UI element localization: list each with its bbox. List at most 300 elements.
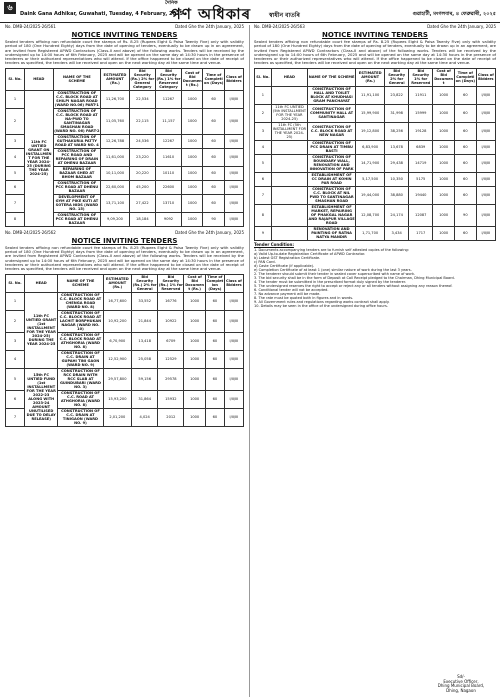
table-row (255, 122, 496, 140)
signature-line: Sd/- (457, 673, 465, 679)
cell-value: 6,70,900 (103, 332, 132, 350)
table-body (6, 292, 244, 426)
cell-value: 1000 (184, 390, 205, 408)
column-header: Sl. No. (6, 68, 25, 90)
cell-value: 1000 (433, 226, 455, 240)
notice-2 (5, 231, 244, 427)
cell-sl-no: 2 (6, 108, 25, 134)
cell-sl-no: 5 (6, 166, 25, 180)
cell-value: 24,536 (129, 134, 155, 148)
cell-value: 10110 (155, 166, 181, 180)
cell-value: 1000 (433, 122, 455, 140)
cell-value: 9,09,200 (101, 212, 130, 226)
cell-scheme-name: CONSTRUCTION OF PCC ROAD AT DHENU BAZAAR (53, 212, 101, 226)
cell-sl-no: 6 (6, 180, 25, 194)
signature-block (426, 675, 496, 694)
condition-item: 10. Details may be seen in the office of the undersigned during office hours. (254, 304, 388, 309)
cell-value: 19440 (409, 186, 433, 204)
cell-scheme-name: RENOVATION AND PAINTING OF RATNA NATYA MANDIR (308, 226, 356, 240)
cell-sl-no: 4 (6, 148, 25, 166)
cell-value: 18,184 (129, 212, 155, 226)
condition-item: c) PAN Card. (254, 260, 276, 265)
notice-ref-line (5, 231, 244, 236)
cell-value: 60 (454, 122, 476, 140)
signature-line: Dhing, Nagaon (446, 688, 476, 694)
cell-value: 1000 (182, 166, 203, 180)
cell-value: 1717 (409, 226, 433, 240)
cell-value: 29,438 (385, 154, 409, 172)
cell-value: 8 (255, 204, 272, 226)
cell-value: 16,77,600 (103, 292, 132, 310)
notice-ref: No. DMB-24/2025-26/562 (5, 229, 56, 235)
cell-value: I/II/III (224, 108, 243, 134)
cell-value: 60 (454, 186, 476, 204)
cell-value: I/II/III (476, 122, 495, 140)
cell-value: I/II/III (224, 310, 243, 332)
cell-value: 9 (255, 226, 272, 240)
cell-value: 4 (255, 140, 272, 154)
cell-value: I/II/III (224, 90, 243, 108)
cell-value: 10,92,200 (103, 310, 132, 332)
notice-intro: Sealed tenders affixing non refundable court fee stamps of Rs. 8.25 (Rupees Eight & Paisa Twenty Five) only with validity period of 180 (One Hundred Eighty) days from the date of opening of tenders, eventually to be drawn up in an agreement, are invited from Registered APWD Contractors (Class-II and above) of the following works. Tenders will be received by the undersigned up to 14:00 hours of 6th February, 2025 and will be opened on the same day at 14:30 hours in the presence of tenderers or their authorized representatives who will attend. If the office happened to be closed on the date of receipt of tenders as specified, the tenders will be received and open on the next working day at the same time and venue. (254, 39, 496, 66)
cell-value: 90 (454, 204, 476, 226)
notice-title: NOTICE INVITING TENDERS (322, 31, 428, 39)
cell-value: 15999 (409, 104, 433, 122)
cell-scheme-name: CONSTRUCTION OF C.C. ROAD AT ATHGHORIA (WARD NO. 8) (58, 390, 103, 408)
table-row (255, 140, 496, 154)
cell-value: 3,434 (385, 226, 409, 240)
cell-value: 90 (203, 212, 224, 226)
column-header: Bid Security 2% for General (385, 68, 409, 86)
cell-sl-no: 2 (6, 310, 25, 332)
column-header: ESTIMATED AMOUNT (Rs.) (103, 274, 132, 292)
cell-scheme-name: CONSTRUCTION OF PCC ROAD AND REPAIRING OF DRAIN AT DHENU BAZAAR (53, 148, 101, 166)
cell-sl-no: 3 (6, 332, 25, 350)
cell-value: 10,350 (385, 172, 409, 186)
cell-value: 5175 (409, 172, 433, 186)
cell-value: 4,024 (132, 408, 158, 426)
cell-scheme-name: CONSTRUCTION OF C.C. BLOCK ROAD AT ATHGHORIA (WARD NO. 8) (59, 333, 102, 350)
cell-value: 15932 (158, 390, 184, 408)
table-row (6, 90, 244, 108)
cell-value: I/II/III (224, 134, 243, 148)
cell-scheme-name: REPAIRING OF BAZAAR SHED AT BHOM BAZAAR (53, 166, 101, 180)
cell-value: 23,822 (385, 86, 409, 104)
notice-intro: Sealed tenders affixing non refundable court fee stamps of Rs. 8.25 (Rupees Eight & Paisa Twenty Five) only with validity period of 180 (One Hundred Eighty) days from the date of opening of tenders, eventually to be drawn up in an agreement, are invited from Registered APWD Contractors (Class-II and above) of the following works. Tenders will be received by the undersigned up to 14:00 hours of 6th February, 2025 and will be opened on the same day at 14:30 hours in the presence of tenderers or their authorized representatives who will attend. If the office happened to be closed on the date of receipt of tenders as specified, the tenders will be received and open on the next working day at the same time and venue. (5, 244, 244, 272)
cell-scheme-name: CONSTRUCTION OF C.C. DRAIN AT TINIGAON (WARD NO. 9) (58, 408, 103, 426)
cell-value: 19,12,800 (356, 122, 385, 140)
cell-value: I/II/III (224, 332, 243, 350)
cell-value: I/II/III (476, 172, 495, 186)
cell-value: 23,220 (129, 148, 155, 166)
column-header: Time of Completion (Days) (454, 68, 476, 86)
cell-value: 60 (205, 408, 224, 426)
cell-value: 1000 (184, 350, 205, 368)
cell-value: 5 (255, 154, 272, 172)
masthead-date-bengali: গুৱাহাটী, মংগলবাৰ, ৪ ফেব্ৰুৱাৰী, ২০২৫ (412, 11, 496, 17)
table-row (255, 204, 496, 226)
newspaper-logo (165, 0, 335, 22)
cell-value: 60 (203, 108, 224, 134)
logo-main-text: গণ অধিকাৰ (171, 5, 252, 23)
column-header: Time of Completion (Days) (206, 275, 224, 292)
cell-value: 22,534 (129, 90, 155, 108)
cell-sl-no: 1 (6, 292, 25, 310)
notice-ref-line (5, 25, 244, 30)
cell-value: 25,058 (132, 350, 158, 368)
table-row (6, 292, 244, 310)
cell-scheme-name: CONSTRUCTION OF COMMUNITY HALL AT SANTINAGAR (308, 104, 356, 122)
condition-item: 3. The bid security shall be in the form of Deposit at Call Receipt pledged to the Chairman, Dhing Municipal Board. (254, 276, 455, 281)
cell-value: 14719 (409, 154, 433, 172)
column-divider (249, 25, 250, 697)
column-header: Bid Security (Rs.) 1% for Reserved (158, 275, 183, 292)
column-header: ESTIMATED AMOUNT (Rs.) (101, 68, 130, 90)
tender-table (5, 68, 244, 227)
notice-ref: No. DMB-24/2025-26/561 (5, 24, 56, 29)
cell-value: 60 (454, 226, 476, 240)
cell-value: 31,864 (132, 390, 158, 408)
cell-scheme-name: CONSTRUCTION OF PCC ROAD AT DHENU BAZAAR (53, 180, 101, 194)
masthead-date: Daink Gana Adhikar, Guwahati, Tuesday, 4 February, 2025 (20, 11, 183, 17)
right-column (254, 25, 496, 308)
cell-head (271, 204, 307, 226)
cell-value: 13,418 (132, 332, 158, 350)
cell-value: 60 (454, 140, 476, 154)
cell-value: 27,422 (129, 194, 155, 212)
column-header: Bid Security (Rs.) 1% for Reserved Category (156, 69, 181, 90)
notice-dated: Dated Ghe the 24th January, 2025 (427, 24, 496, 29)
table-header-row (6, 274, 244, 292)
column-header: Cost of Bid Document (Rs.) (182, 68, 203, 90)
cell-value: 12,08,700 (356, 204, 385, 226)
notice-ref: No. DMB-24/2025-26/563 (254, 24, 305, 29)
cell-value: 6,83,900 (356, 140, 385, 154)
cell-value: 9092 (155, 212, 181, 226)
column-header: Sl. No. (6, 274, 25, 292)
cell-value: 1000 (182, 134, 203, 148)
cell-value: 16776 (158, 292, 184, 310)
logo-small-text: দৈনিক (165, 0, 178, 6)
cell-scheme-name: CONSTRUCTION OF C.C. BLOCK ROAD AT SHILPI NAGAR ROAD (WARD NO.06) PART-1 (54, 91, 99, 108)
cell-value: 59,156 (132, 368, 158, 390)
cell-value: 60 (203, 194, 224, 212)
column-header: Bid Security (Rs.) 2% for General Category (130, 69, 155, 90)
cell-value: 60 (203, 134, 224, 148)
notice-title: NOTICE INVITING TENDERS (71, 236, 178, 245)
cell-value: 6709 (158, 332, 184, 350)
cell-value: I/II/III (224, 212, 243, 226)
cell-value: I/II/III (224, 292, 243, 310)
column-header: Bid Security 1% for Reserved (409, 68, 433, 86)
condition-item: 5. The undersigned reserves the right to accept or reject any or all tenders without assigning any reason thereof. (254, 284, 453, 289)
cell-value: 1,71,700 (356, 226, 385, 240)
cell-value: 11,05,760 (101, 108, 130, 134)
cell-sl-no: 6 (6, 390, 25, 408)
cell-value: 11,91,100 (356, 86, 385, 104)
cell-value: 45,200 (129, 180, 155, 194)
cell-value: 31,998 (385, 104, 409, 122)
logo-subtitle: স্বাধীন বাতৰি (269, 12, 300, 19)
table-row (255, 86, 496, 104)
cell-value: 19,44,000 (356, 186, 385, 204)
cell-head (271, 140, 307, 154)
cell-scheme-name: CONSTRUCTION OF C.C. BLOCK ROAD AT NA-PWD TO SANTINAGAR SMASHAN ROAD (WARD NO. 06) PART-2 (54, 109, 100, 134)
cell-scheme-name: CONSTRUCTION OF RCC DRAIN WITH RCC SLAB AT GUINDUBARI (WARD NO. 3) (58, 368, 103, 390)
cell-value: I/II/III (476, 104, 495, 122)
cell-sl-no: 8 (6, 212, 25, 226)
cell-value: 11911 (409, 86, 433, 104)
cell-value: 1000 (184, 368, 205, 390)
cell-value: 2012 (158, 408, 184, 426)
notice-3 (254, 25, 496, 308)
cell-scheme-name: ESTABLISHMENT OF MARKET, REPAIRING OF PHAKGAL NAGAR AND RAJAPUR VILLAGE ROAD (308, 205, 355, 226)
cell-head (271, 226, 307, 240)
tender-table (5, 274, 244, 427)
cell-value: 1000 (184, 332, 205, 350)
cell-value: I/II/III (224, 194, 243, 212)
cell-value: 38,880 (385, 186, 409, 204)
cell-value: 13710 (155, 194, 181, 212)
column-header: ESTIMATED AMOUNT (Rs.) (356, 68, 385, 86)
notice-dated: Dated Ghe the 24th January, 2025 (175, 24, 244, 29)
cell-value: 19128 (409, 122, 433, 140)
column-header: HEAD (25, 274, 58, 292)
condition-item: e) Completion Certificate of at least 1 (one) similar nature of work during the last 3 years. (254, 268, 412, 273)
table-row (255, 104, 496, 122)
cell-value: 2 (255, 104, 272, 122)
cell-value: 1000 (182, 148, 203, 166)
column-header: Cost of Bid Document (434, 69, 454, 86)
column-header: Class of Bidders (224, 274, 243, 292)
table-row (255, 186, 496, 204)
cell-value: 1000 (182, 194, 203, 212)
cell-value: 11610 (155, 148, 181, 166)
cell-value: 1000 (433, 154, 455, 172)
cell-head: 11th FC UNTIED GRANT (1st INSTALLMENT FOR THE YEAR 2024-25) DURING THE YEAR 2024-25 (25, 292, 58, 368)
cell-value: 13,71,100 (101, 194, 130, 212)
tender-table (254, 68, 496, 241)
cell-value: 60 (203, 180, 224, 194)
cell-scheme-name: CONSTRUCTION OF PCC DRAIN AT TIMBU BASTI (308, 140, 356, 154)
cell-value: 10,11,000 (101, 166, 130, 180)
cell-value: 60 (203, 166, 224, 180)
cell-value: 5,17,500 (356, 172, 385, 186)
cell-value: 1000 (184, 310, 205, 332)
signature-line: Executive Officer, (443, 678, 479, 684)
cell-value: 14,71,900 (356, 154, 385, 172)
cell-head (271, 154, 307, 172)
cell-value: I/II/III (224, 368, 243, 390)
column-header: Cost of Bid Document (Rs.) (185, 275, 205, 292)
cell-value: 6839 (409, 140, 433, 154)
cell-value: 1000 (433, 204, 455, 226)
cell-value: 22,115 (129, 108, 155, 134)
cell-value: 12,52,900 (103, 350, 132, 368)
cell-value: 24,174 (385, 204, 409, 226)
cell-value: 15,99,900 (356, 104, 385, 122)
cell-value: 22600 (155, 180, 181, 194)
cell-scheme-name: CONSTRUCTION OF C.C. BLOCK ROAD AT CHENGA ROAD (WARD NO. 8) (59, 293, 102, 310)
condition-item: 9. All Government rules and regulations regarding works contract shall apply. (254, 300, 390, 305)
cell-value: 7 (255, 186, 272, 204)
cell-head (271, 86, 307, 104)
cell-value: 60 (205, 368, 224, 390)
cell-value: 1000 (182, 212, 203, 226)
table-row (255, 172, 496, 186)
column-header: NAME OF THE SCHEME (53, 68, 101, 90)
table-row (6, 368, 244, 390)
cell-value: 29578 (158, 368, 184, 390)
table-header-row (6, 68, 244, 90)
notice-1 (5, 25, 244, 227)
cell-value: 1000 (184, 292, 205, 310)
cell-value: 21,844 (132, 310, 158, 332)
cell-value: I/II/III (476, 140, 495, 154)
cell-value: 22,60,000 (101, 180, 130, 194)
cell-value: 60 (205, 310, 224, 332)
cell-value: I/II/III (476, 154, 495, 172)
cell-head (271, 186, 307, 204)
cell-value: 13,678 (385, 140, 409, 154)
cell-scheme-name: CONSTRUCTION OF C.C. BLOCK ROAD AT NEW NAGAR (308, 122, 356, 140)
cell-value: 12087 (409, 204, 433, 226)
cell-value: 60 (205, 390, 224, 408)
masthead (0, 0, 500, 23)
signature-line: Dhing Municipal Board, (437, 683, 485, 689)
cell-scheme-name: CONSTRUCTION OF BOUNDARY WALL, RENOVATION AND INNOVATION OF PARK (308, 154, 356, 172)
table-body (6, 90, 244, 226)
cell-value: 1 (255, 86, 272, 104)
table-row (255, 226, 496, 240)
cell-value: 1000 (433, 104, 455, 122)
column-header: Sl. No. (255, 68, 272, 86)
cell-value: 60 (205, 350, 224, 368)
cell-value: 33,552 (132, 292, 158, 310)
tender-conditions (254, 248, 496, 308)
cell-value: 60 (203, 90, 224, 108)
cell-value: 60 (454, 86, 476, 104)
cell-value: 12,26,788 (101, 134, 130, 148)
cell-value: 12267 (155, 134, 181, 148)
left-column (5, 25, 244, 427)
cell-value: 3 (255, 122, 272, 140)
notice-ref-line (254, 25, 496, 30)
notice-title: NOTICE INVITING TENDERS (71, 31, 178, 39)
cell-value: 60 (205, 332, 224, 350)
cell-value: 1000 (182, 108, 203, 134)
cell-value: 12529 (158, 350, 184, 368)
cell-head: 11th FC (5th INSTALLMENT FOR THE YEAR 2024-25) (272, 123, 307, 140)
cell-value: I/II/III (224, 180, 243, 194)
cell-value: 29,57,800 (103, 368, 132, 390)
cell-value: 6 (255, 172, 272, 186)
condition-item: 7. No advance payment will be made. (254, 292, 321, 297)
table-header-row (255, 68, 496, 86)
condition-item: 1. Documents accompanying tenders are to furnish self attested copies of the following: (254, 248, 409, 253)
cell-value: 60 (205, 292, 224, 310)
cell-value: 2,01,200 (103, 408, 132, 426)
cell-value: 60 (454, 154, 476, 172)
cell-sl-no: 7 (6, 408, 25, 426)
cell-value: 11,26,700 (101, 90, 130, 108)
column-header: NAME OF THE SCHEME (58, 274, 103, 292)
cell-head: 15th FC UNTIED FUND (1st INSTALLMENT FOR THE YEAR 2022-23 ALONG WITH 2023-24 AMOUNT UNUTILISED DUE TO DELAY RELEASE) (25, 368, 58, 426)
column-header: Class of Bidders (224, 68, 243, 90)
cell-value: 60 (203, 148, 224, 166)
notice-intro: Sealed tenders affixing non refundable court fee stamps of Rs. 8.25 (Rupees Eight & Paisa Twenty Five) only with validity period of 180 (One Hundred Eighty) days from the date of opening of tenders, eventually to be drawn up in an agreement, are invited from Registered APWD Contractors (Class-II and above) of the following works. Tenders will be received by the undersigned up to 14:00 hours of 6th February, 2025 and will be opened on the same day at 14:30 hours in the presence of tenderers or their authorized representatives who will attend. If the office happened to be closed on the date of receipt of tenders as specified, the tenders will be received and open on the next working day at the same time and venue. (5, 39, 244, 66)
cell-value: 1000 (433, 86, 455, 104)
column-header: Time of Completion (Days) (203, 68, 224, 90)
column-header: HEAD (271, 68, 307, 86)
cell-scheme-name: CONSTRUCTION OF HALL AND TOILET BLOCK AT KHUDHASI GRAM PANCHAYAT (308, 86, 356, 104)
cell-value: 1000 (433, 172, 455, 186)
cell-sl-no: 4 (6, 350, 25, 368)
condition-item: 6. Conditional tender will not be accepted. (254, 288, 329, 293)
cell-value: I/II/III (224, 148, 243, 166)
cell-value: I/II/III (476, 86, 495, 104)
cell-value: I/II/III (476, 186, 495, 204)
column-header: Class of Bidders (476, 68, 495, 86)
cell-value: I/II/III (224, 390, 243, 408)
cell-value: I/II/III (224, 350, 243, 368)
cell-sl-no: 1 (6, 90, 25, 108)
cell-value: 60 (454, 104, 476, 122)
cell-value: 20,220 (129, 166, 155, 180)
cell-head (271, 172, 307, 186)
cell-sl-no: 5 (6, 368, 25, 390)
cell-scheme-name: CONSTRUCTION OF C.C. BLOCK ROAD AT LACHIT BORPHUKAN NAGAR (WARD NO. 10) (59, 311, 102, 332)
column-header: HEAD (25, 68, 54, 90)
cell-value: 1000 (433, 140, 455, 154)
cell-head: 11th FC UNTIED GRANT ON INSTALLMENT FOR THE YEAR 2024-25 (DURING THE YEAR 2024-25) (25, 90, 54, 226)
notice-dated: Dated Ghe the 24th January, 2025 (175, 229, 244, 235)
cell-head: 11th FC UNTIED (5th INSTALLMENT FOR THE YEAR 2024-25) (272, 105, 307, 122)
cell-value: 10922 (158, 310, 184, 332)
cell-value: 11267 (155, 90, 181, 108)
cell-sl-no: 3 (6, 134, 25, 148)
cell-value: I/II/III (224, 408, 243, 426)
cell-value: 38,256 (385, 122, 409, 140)
table-row (255, 154, 496, 172)
cell-value: 1000 (433, 186, 455, 204)
cell-value: I/II/III (224, 166, 243, 180)
cell-scheme-name: DEVELOPMENT OF GYM AT PIKE KUTI AT SOTERA NIDS (WARD NO. 15) (53, 194, 101, 212)
cell-value: 1000 (182, 90, 203, 108)
cell-value: I/II/III (476, 204, 495, 226)
cell-value: 1000 (182, 180, 203, 194)
cell-value: 60 (454, 172, 476, 186)
cell-scheme-name: CONSTRUCTION OF C.C. BLOCK AT NIL PWD TO SANTINAGAR SMASHAN ROAD (308, 186, 356, 204)
cell-scheme-name: ESTABLISHMENT OF CC DRAIN AT KOHIN PAR ROAD (308, 172, 356, 186)
cell-value: 11,61,000 (101, 148, 130, 166)
condition-item: b) Latest GST Registration Certificate. (254, 256, 321, 261)
tender-conditions-title: Tender Condition: (254, 241, 294, 247)
cell-scheme-name: CONSTRUCTION OF GUTHAKURIA PATTY ROAD AT WARD NO. 4 (55, 135, 99, 148)
cell-value: 15,93,200 (103, 390, 132, 408)
condition-item: 4. The tender must be submitted in the prescribed format duly signed by the tenderer. (254, 280, 407, 285)
condition-item: 2. The tenderer should submit their tender in sealed cover superscribed with name of work. (254, 272, 416, 277)
column-header: NAME OF THE SCHEME (308, 68, 356, 86)
cell-scheme-name: CONSTRUCTION OF C.C. DRAIN AT GUPAHI TINI GAON (WARD NO. 9) (58, 350, 103, 368)
cell-value: 1000 (184, 408, 205, 426)
page-number: ৬ (4, 2, 16, 14)
cell-value: 11,157 (155, 108, 181, 134)
cell-sl-no: 7 (6, 194, 25, 212)
condition-item: 8. The rate must be quoted both in figures and in words. (254, 296, 354, 301)
condition-item: a) Valid Up-to-date Registration Certificate of APWD Contractor. (254, 252, 366, 257)
cell-value: I/II/III (476, 226, 495, 240)
